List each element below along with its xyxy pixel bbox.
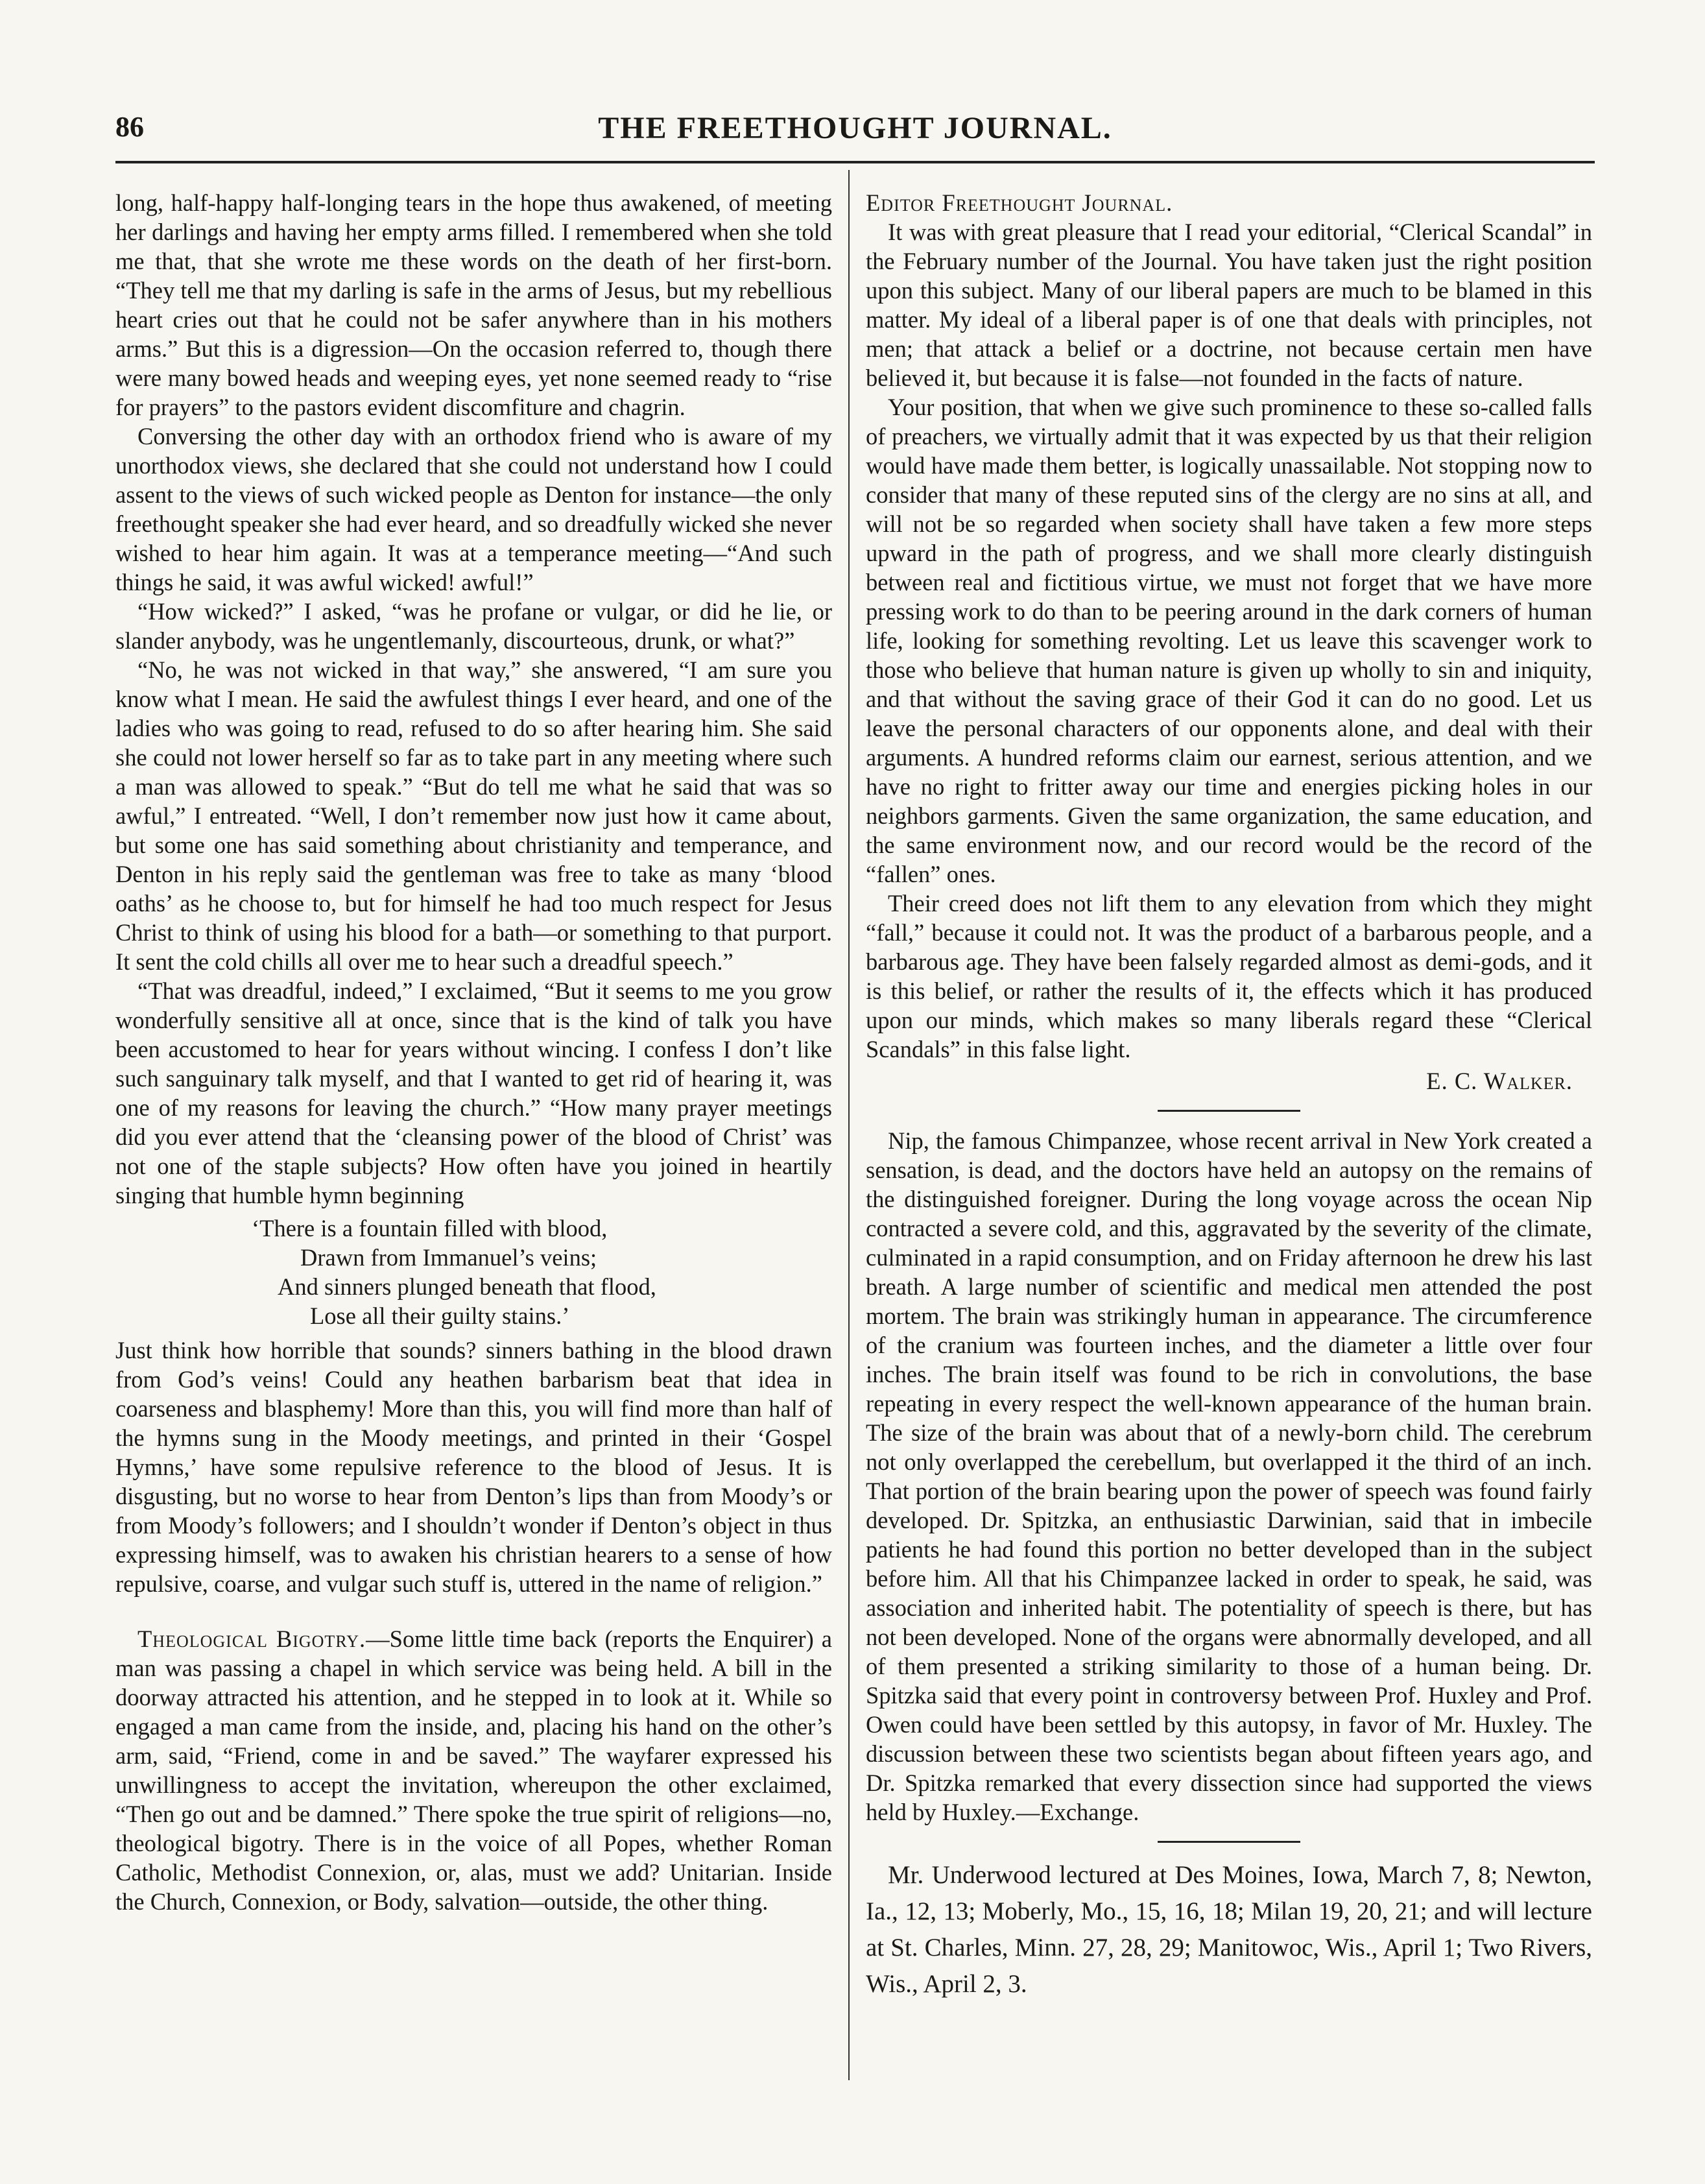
lecture-notice: Mr. Underwood lectured at Des Moines, Iowa, March 7, 8; Newton, Ia., 12, 13; Moberly, Mo., 15, 16, 18; Milan 19, 20, 21; and will lecture at St. Charles, Minn. 27, 28, 29; Manitowoc, Wis., April 1; Two Rivers, Wis., April 2, 3. [866, 1861, 1592, 1998]
article-theological-bigotry [115, 1624, 832, 1916]
paragraph: “How wicked?” I asked, “was he profane or vulgar, or did he lie, or slander anybody, was he ungentlemanly, discourteous, drunk, or what?” [115, 598, 832, 654]
paragraph: Your position, that when we give such prominence to these so-called falls of preachers, we virtually admit that it was expected by us that their religion would have made them better, is logically unassailable. Not stopping now to consider that many of these reputed sins of the clergy are no sins at all, and will not be so regarded when society shall have taken a few more steps upward in the path of progress, and we shall more clearly distinguish between real and fictitious virtue, we must not forget that we have more pressing work to do than to be peering around in the dark corners of human life, looking for something revolting. Let us leave this scavenger work to those who believe that human nature is given up wholly to sin and iniquity, and that without the saving grace of their God it can do no good. Let us leave the personal characters of our opponents alone, and deal with their arguments. A hundred reforms claim our earnest, serious attention, and we have no right to fritter away our time and energies picking holes in our neighbors garments. Given the same organization, the same education, and the same environment now, and our record would be the record of the “fallen” ones. [866, 394, 1592, 887]
right-column [866, 188, 1592, 2002]
article-body: —Some little time back (reports the Enquirer) a man was passing a chapel in which service was being held. A bill in the doorway attracted his attention, and he stepped in to look at it. While so engaged a man came from the inside, and, placing his hand on the other’s arm, said, “Friend, come in and be saved.” The wayfarer expressed his unwillingness to accept the invitation, whereupon the other exclaimed, “Then go out and be damned.” There spoke the true spirit of religions—no, theological bigotry. There is in the voice of all Popes, whether Roman Catholic, Methodist Connexion, or, alas, must we add? Unitarian. Inside the Church, Connexion, or Body, salvation—outside, the other thing. [115, 1626, 832, 1915]
paragraph: Just think how horrible that sounds? sinners bathing in the blood drawn from God’s veins! Could any heathen barbarism beat that idea in coarseness and blasphemy! More than this, you will find more than half of the hymns sung in the Moody meetings, and printed in their ‘Gospel Hymns,’ have some repulsive reference to the blood of Jesus. It is disgusting, but no worse to hear from Denton’s lips than from Moody’s or from Moody’s followers; and I shouldn’t wonder if Denton’s object in thus expressing himself, was to awaken his christian hearers to a sense of how repulsive, coarse, and vulgar such stuff is, uttered in the name of religion.” [115, 1337, 832, 1597]
letter-salutation: Editor Freethought Journal. [866, 189, 1173, 216]
column-divider [848, 170, 850, 2080]
page-number: 86 [115, 111, 144, 143]
header-rule [115, 161, 1595, 163]
letter-signature: E. C. Walker. [1426, 1068, 1573, 1094]
hymn-line: Drawn from Immanuel’s veins; [300, 1244, 597, 1271]
page-header [115, 110, 1595, 156]
paragraph: “That was dreadful, indeed,” I exclaimed, “But it seems to me you grow wonderfully sensitive all at once, since that is the kind of talk you have been accustomed to hear for years without wincing. I confess I don’t like such sanguinary talk myself, and that I wanted to get rid of hearing it, was one of my reasons for leaving the church.” “How many prayer meetings did you ever attend that the ‘cleansing power of the blood of Christ’ was not one of the staple subjects? How often have you joined in heartily singing that humble hymn beginning [115, 978, 832, 1208]
paragraph: Their creed does not lift them to any elevation from which they might “fall,” because it could not. It was the product of a barbarous people, and a barbarous age. They have been falsely regarded almost as demi-gods, and it is this belief, or rather the results of it, the effects which it has produced upon our minds, which makes so many liberals regard these “Clerical Scandals” in this false light. [866, 890, 1592, 1062]
hymn-quote [115, 1214, 832, 1330]
paragraph: long, half-happy half-longing tears in the hope thus awakened, of meeting her darlings and having her empty arms filled. I remembered when she told me that, that she wrote me these words on the death of her first-born. “They tell me that my darling is safe in the arms of Jesus, but my rebellious heart cries out that he could not be safer anywhere than in his mothers arms.” But this is a digression—On the occasion referred to, though there were many bowed heads and weeping eyes, yet none seemed ready to “rise for prayers” to the pastors evident discomfiture and chagrin. [115, 189, 832, 420]
paragraph: It was with great pleasure that I read your editorial, “Clerical Scandal” in the February number of the Journal. You have taken just the right position upon this subject. Many of our liberal papers are much to be blamed in this matter. My ideal of a liberal paper is of one that deals with principles, not men; that attack a belief or a doctrine, not because certain men have believed it, but because it is false—not founded in the facts of nature. [866, 219, 1592, 391]
hymn-line: Lose all their guilty stains.’ [310, 1302, 570, 1329]
spacer [115, 1598, 832, 1624]
paragraph: “No, he was not wicked in that way,” she answered, “I am sure you know what I mean. He said the awfulest things I ever heard, and one of the ladies who was going to read, refused to do so after hearing him. She said she could not lower herself so far as to take part in any meeting where such a man was allowed to speak.” “But do tell me what he said that was so awful,” I entreated. “Well, I don’t remember now just how it came about, but some one has said something about christianity and temperance, and Denton in his reply said the gentleman was free to take as many ‘blood oaths’ as he choose to, but for himself he had too much respect for Jesus Christ to think of using his blood for a bath—or something to that purport. It sent the cold chills all over me to hear such a dreadful speech.” [115, 656, 832, 975]
section-separator [1158, 1841, 1300, 1843]
hymn-line: ‘There is a fountain filled with blood, [252, 1215, 608, 1242]
hymn-line: And sinners plunged beneath that flood, [278, 1273, 656, 1300]
journal-title: THE FREETHOUGHT JOURNAL. [598, 111, 1112, 145]
article-heading: Theological Bigotry. [137, 1626, 366, 1652]
article-chimpanzee: Nip, the famous Chimpanzee, whose recent arrival in New York created a sensation, is dead, and the doctors have held an autopsy on the remains of the distinguished foreigner. During the long voyage across the ocean Nip contracted a severe cold, and this, aggravated by the severity of the climate, culminated in a rapid consumption, and on Friday afternoon he drew his last breath. A large number of scientific and medical men attended the post mortem. The brain was strikingly human in appearance. The circumference of the cranium was fourteen inches, and the diameter a little over four inches. The brain itself was found to be rich in convolutions, the base repeating in every respect the well-known appearance of the human brain. The size of the brain was about that of a newly-born child. The cerebrum not only overlapped the cerebellum, but overlapped it the third of an inch. That portion of the brain bearing upon the power of speech was found fairly developed. Dr. Spitzka, an enthusiastic Darwinian, said that in imbecile patients he had found this portion no better developed than in the subject before him. All that his Chimpanzee lacked in order to speak, he said, was association and inherited habit. The potentiality of speech is there, but has not been developed. None of the organs were abnormally developed, and all of them presented a striking similarity to those of a human being. Dr. Spitzka said that every point in controversy between Prof. Huxley and Prof. Owen could have been settled by this autopsy, in favor of Mr. Huxley. The discussion between these two scientists began about fifteen years ago, and Dr. Spitzka remarked that every dissection since had supported the views held by Huxley.—Exchange. [866, 1127, 1592, 1825]
paragraph: Conversing the other day with an orthodox friend who is aware of my unorthodox views, she declared that she could not understand how I could assent to the views of such wicked people as Denton for instance—the only freethought speaker she had ever heard, and so dreadfully wicked she never wished to hear him again. It was at a temperance meeting—“And such things he said, it was awful wicked! awful!” [115, 423, 832, 595]
left-column [115, 188, 832, 1916]
section-separator [1158, 1110, 1300, 1112]
